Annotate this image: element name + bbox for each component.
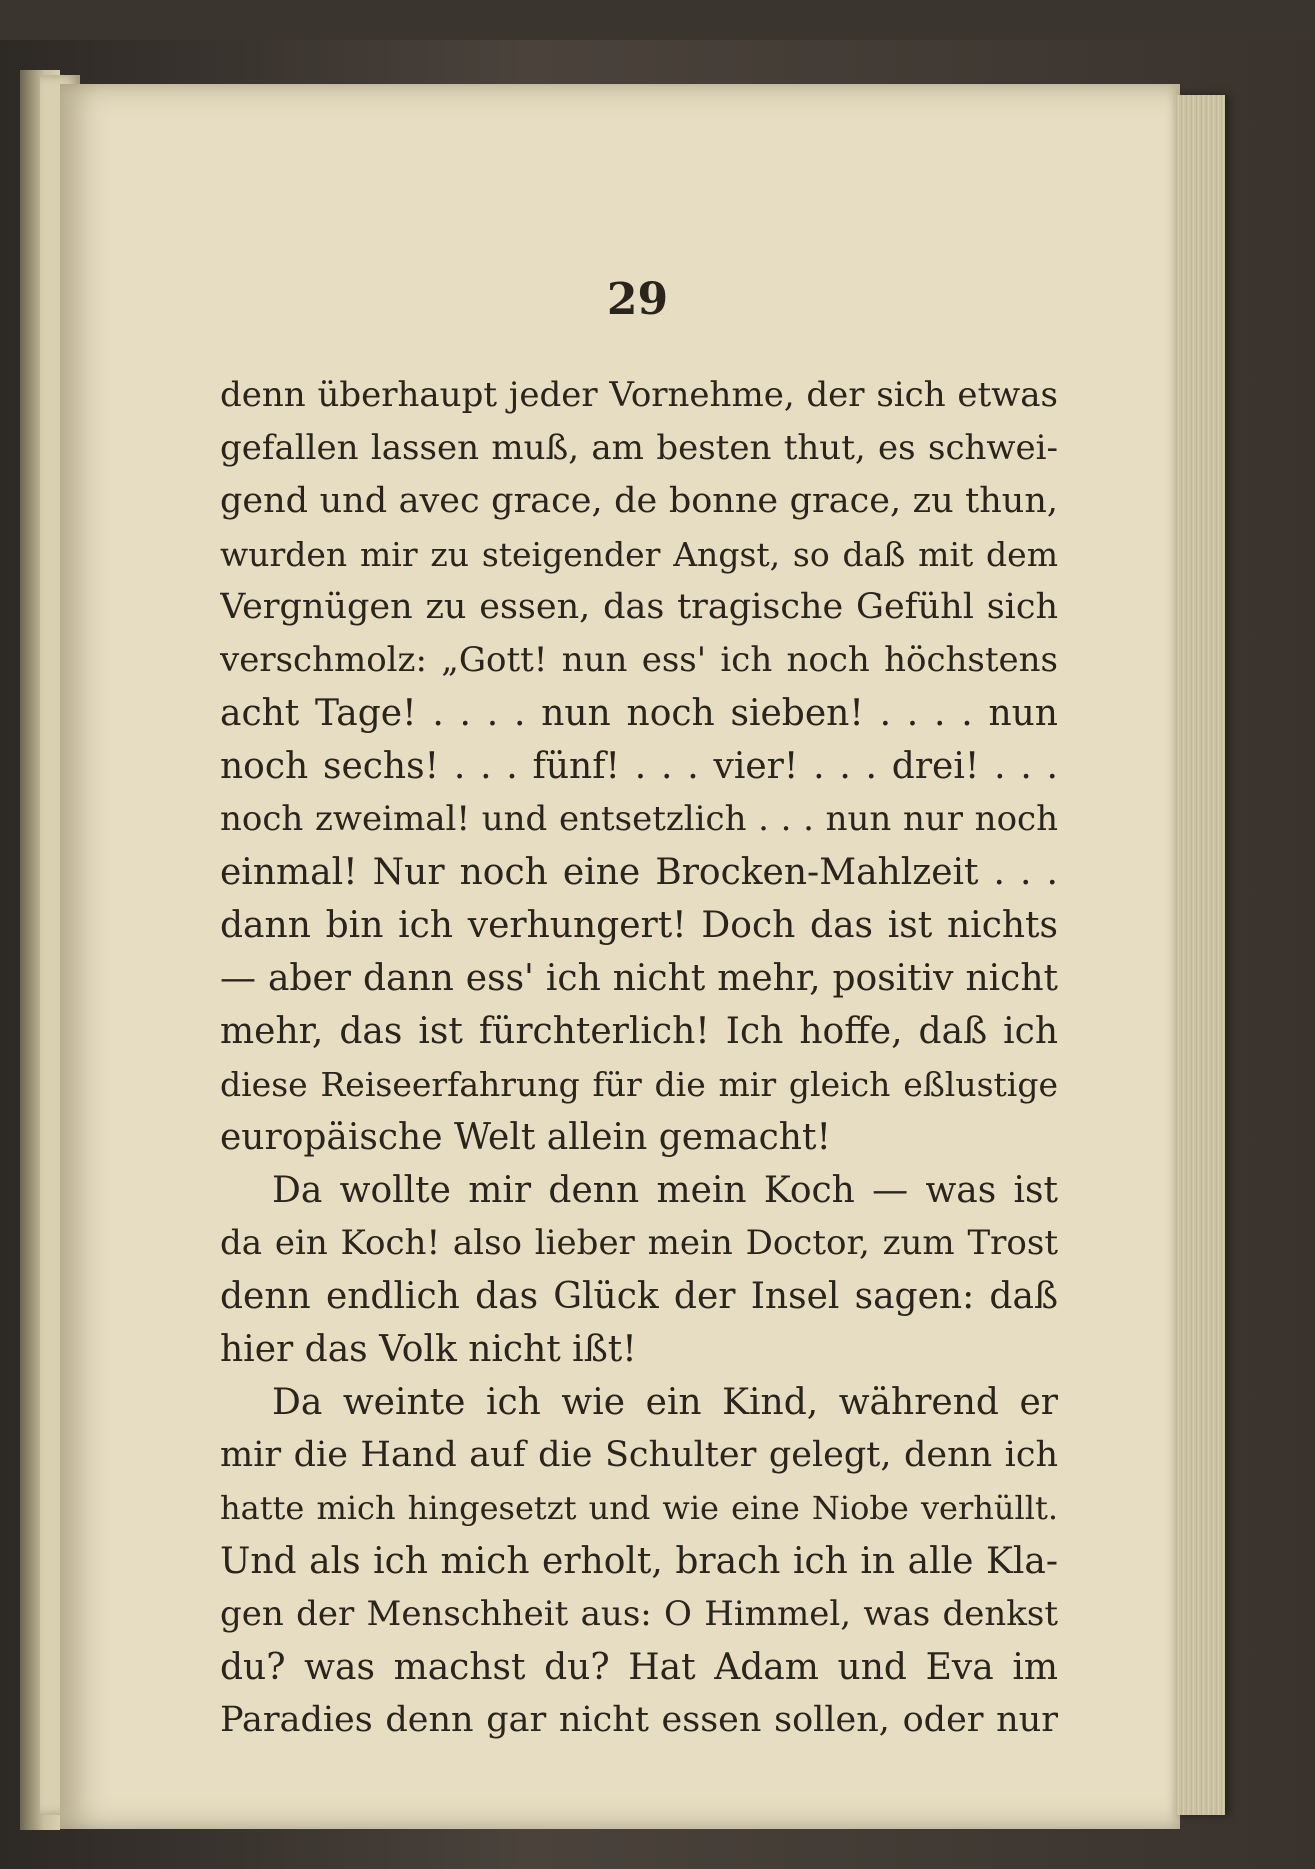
text-line: mir die Hand auf die Schulter gelegt, denn ich <box>220 1435 1058 1475</box>
text-line: gend und avec grace, de bonne grace, zu thun, <box>220 481 1058 521</box>
text-line: wurden mir zu steigender Angst, so daß mit dem <box>220 535 1058 574</box>
text-line: Und als ich mich erholt, brach ich in alle Kla- <box>220 1541 1058 1582</box>
text-line: denn endlich das Glück der Insel sagen: daß <box>220 1276 1058 1317</box>
text-line: denn überhaupt jeder Vornehme, der sich etwas <box>220 375 1058 415</box>
text-line: hier das Volk nicht ißt! <box>220 1329 637 1370</box>
body-text <box>220 369 1058 1747</box>
text-line: noch zweimal! und entsetzlich . . . nun nur noch <box>220 799 1058 839</box>
text-line: — aber dann ess' ich nicht mehr, positiv nicht <box>220 958 1058 999</box>
text-line: diese Reiseerfahrung für die mir gleich eßlustige <box>220 1065 1058 1104</box>
text-line: Vergnügen zu essen, das tragische Gefühl sich <box>220 587 1058 627</box>
text-line: acht Tage! . . . . nun noch sieben! . . . . nun <box>220 693 1058 734</box>
page-number: 29 <box>606 274 669 325</box>
text-line: da ein Koch! also lieber mein Doctor, zum Trost <box>220 1223 1058 1263</box>
text-line: du? was machst du? Hat Adam und Eva im <box>220 1647 1058 1688</box>
text-line: einmal! Nur noch eine Brocken-Mahlzeit . . . <box>220 852 1058 893</box>
book-page <box>60 84 1180 1829</box>
text-line: dann bin ich verhungert! Doch das ist nichts <box>220 905 1058 946</box>
text-line: europäische Welt allein gemacht! <box>220 1117 831 1158</box>
text-line: gefallen lassen muß, am besten thut, es schwei- <box>220 428 1058 468</box>
text-line: verschmolz: „Gott! nun ess' ich noch höchstens <box>220 640 1058 680</box>
text-line: noch sechs! . . . fünf! . . . vier! . . . drei! . . . <box>220 746 1058 787</box>
page-edges <box>1175 95 1225 1815</box>
text-line: Da wollte mir denn mein Koch — was ist <box>272 1170 1058 1211</box>
text-line: Paradies denn gar nicht essen sollen, oder nur <box>220 1700 1058 1740</box>
text-line: mehr, das ist fürchterlich! Ich hoffe, daß ich <box>220 1011 1058 1052</box>
text-line: hatte mich hingesetzt und wie eine Niobe verhüllt. <box>220 1489 1058 1527</box>
text-line: Da weinte ich wie ein Kind, während er <box>272 1382 1058 1423</box>
text-line: gen der Menschheit aus: O Himmel, was denkst <box>220 1594 1058 1634</box>
